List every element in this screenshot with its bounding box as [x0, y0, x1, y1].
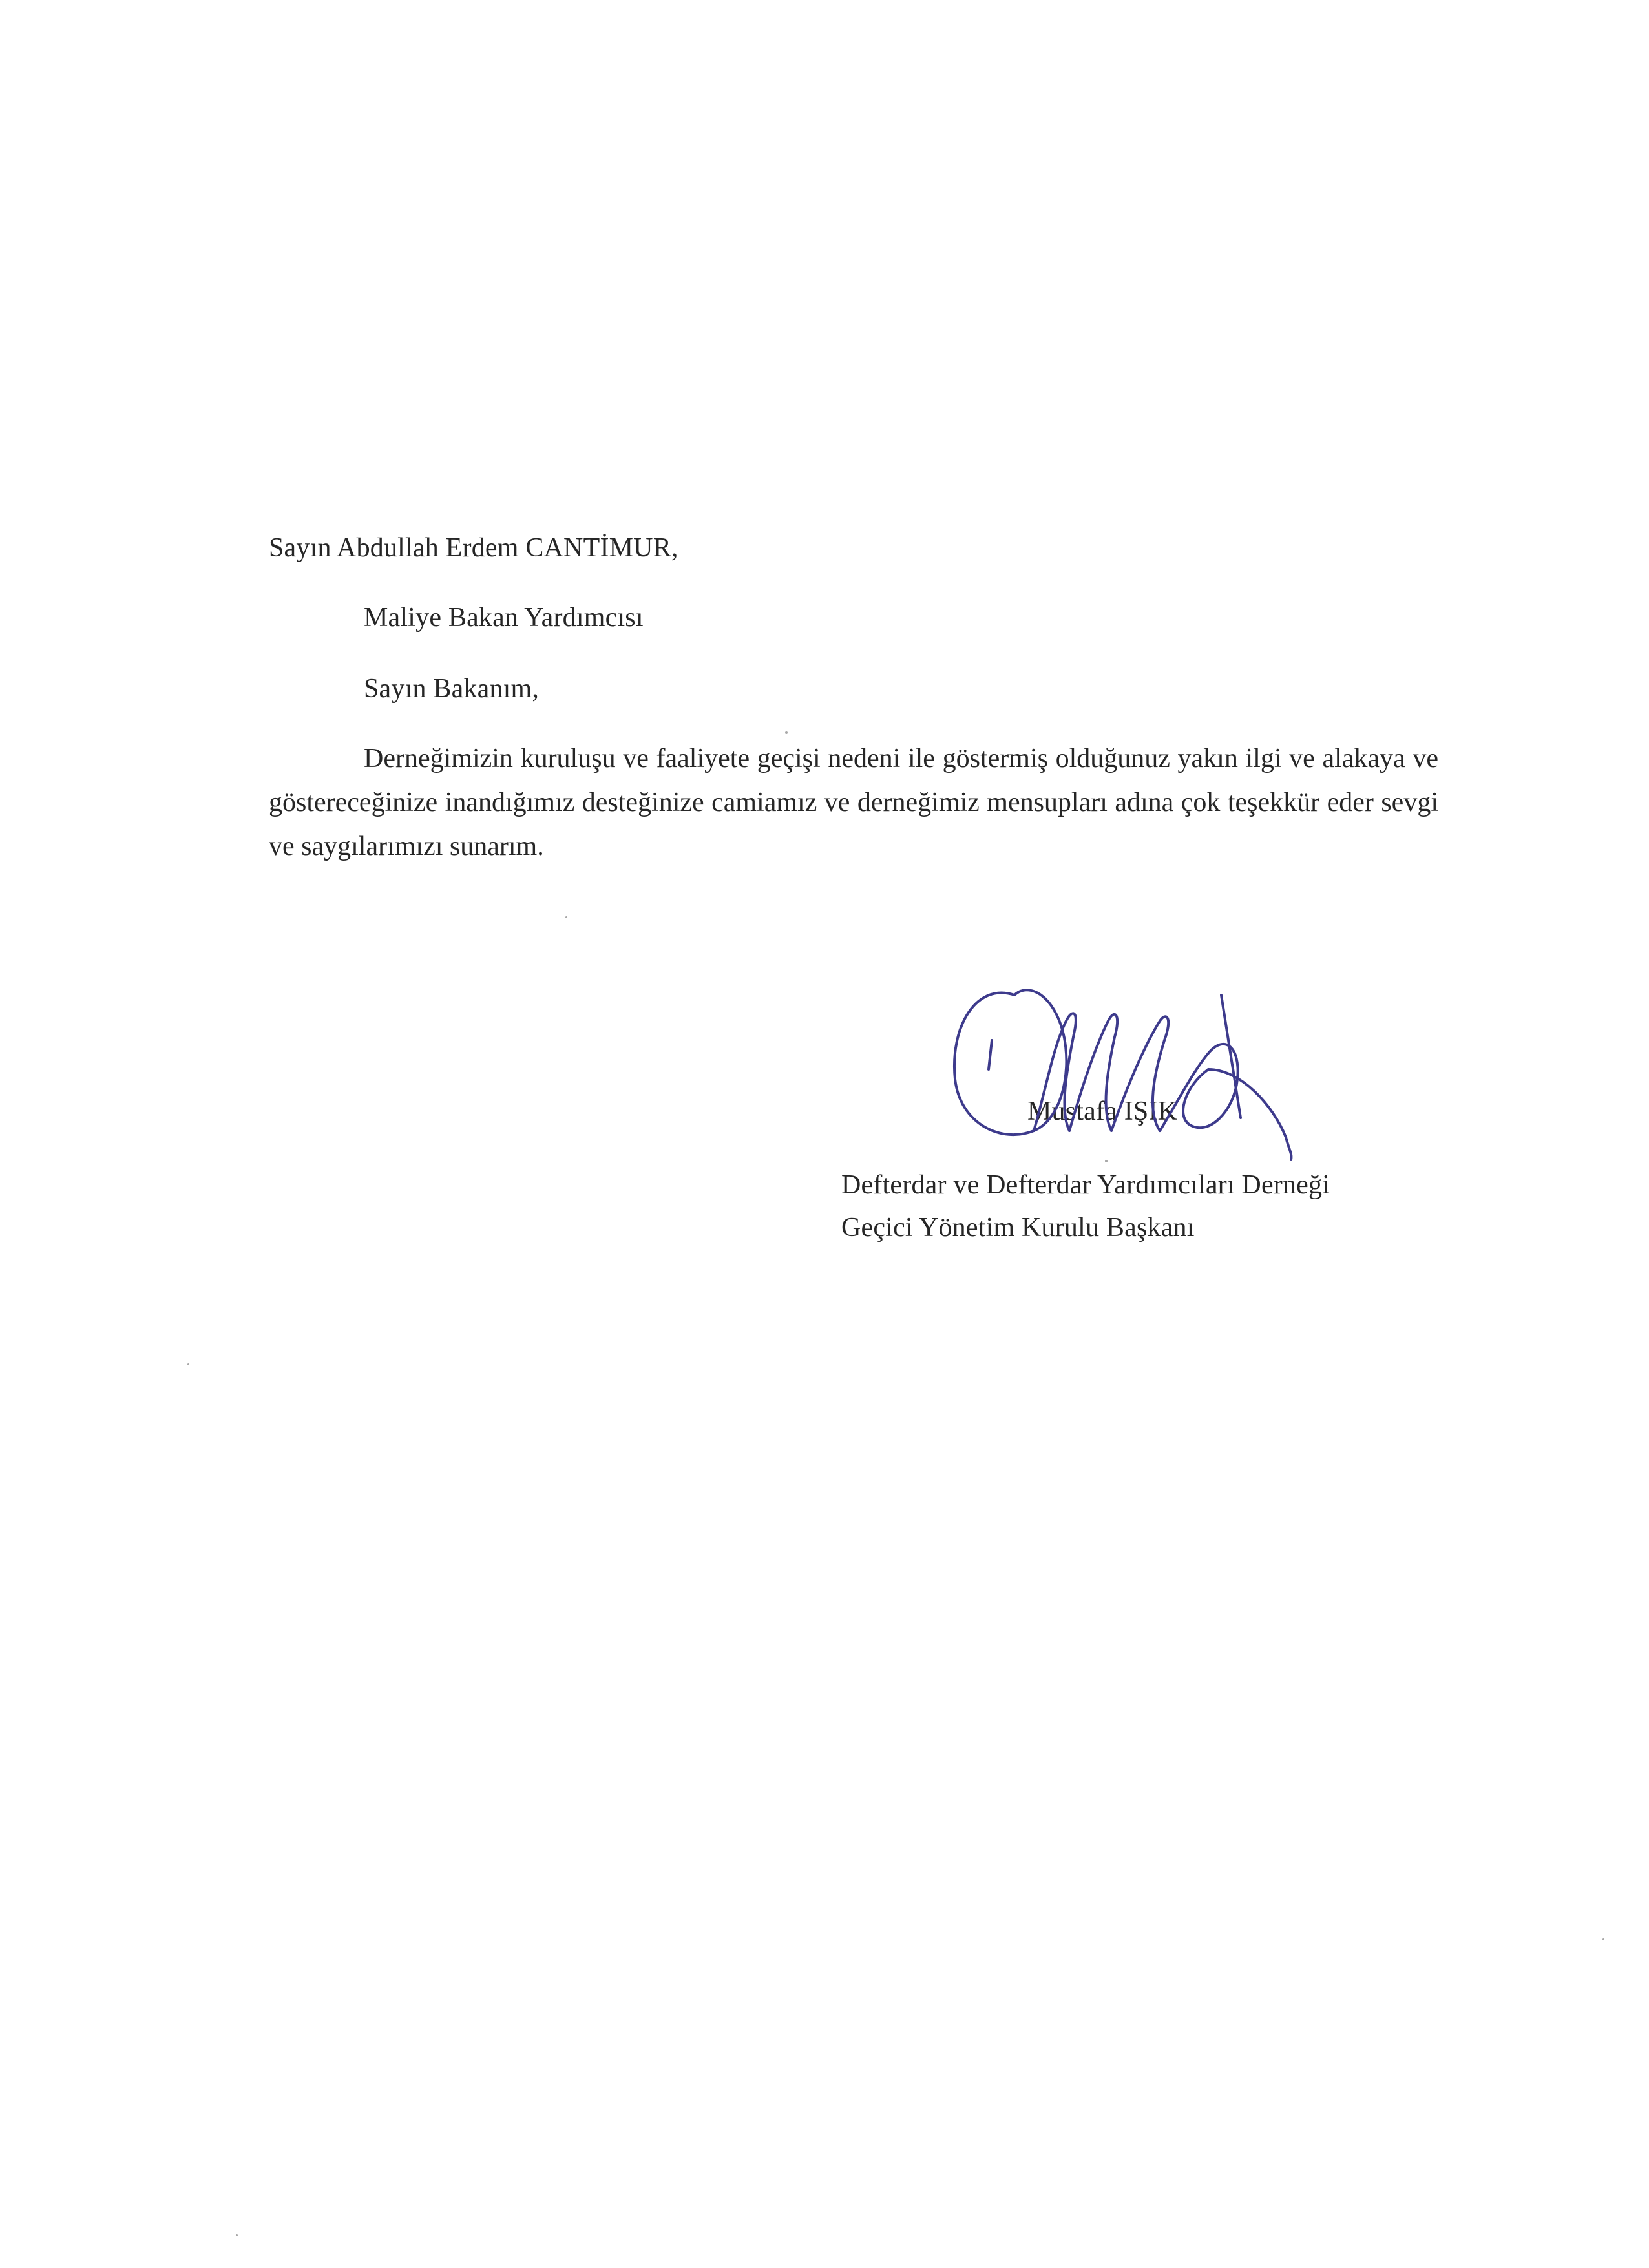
handwritten-signature [937, 956, 1389, 1163]
signer-name: Mustafa IŞIK [1027, 1097, 1178, 1126]
position-line: Geçici Yönetim Kurulu Başkanı [841, 1213, 1195, 1243]
organization-line: Defterdar ve Defterdar Yardımcıları Derneği [841, 1170, 1330, 1200]
scan-speck [1105, 1160, 1108, 1162]
letter-body: Derneğimizin kuruluşu ve faaliyete geçişi nedeni ile göstermiş olduğunuz yakın ilgi ve alakaya ve göstereceğinize inandığımız desteğinize camiamız ve derneğimiz mensupları adına çok teşekkür eder sevgi ve saygılarımızı sunarım. [269, 744, 1438, 861]
scan-speck [1602, 1938, 1604, 1940]
scan-speck [187, 1363, 189, 1365]
scan-speck [236, 2234, 238, 2236]
scan-speck [785, 731, 788, 734]
salutation: Sayın Abdullah Erdem CANTİMUR, [269, 533, 678, 563]
recipient-title: Maliye Bakan Yardımcısı [364, 603, 644, 633]
scan-speck [565, 916, 567, 918]
greeting: Sayın Bakanım, [364, 674, 540, 704]
